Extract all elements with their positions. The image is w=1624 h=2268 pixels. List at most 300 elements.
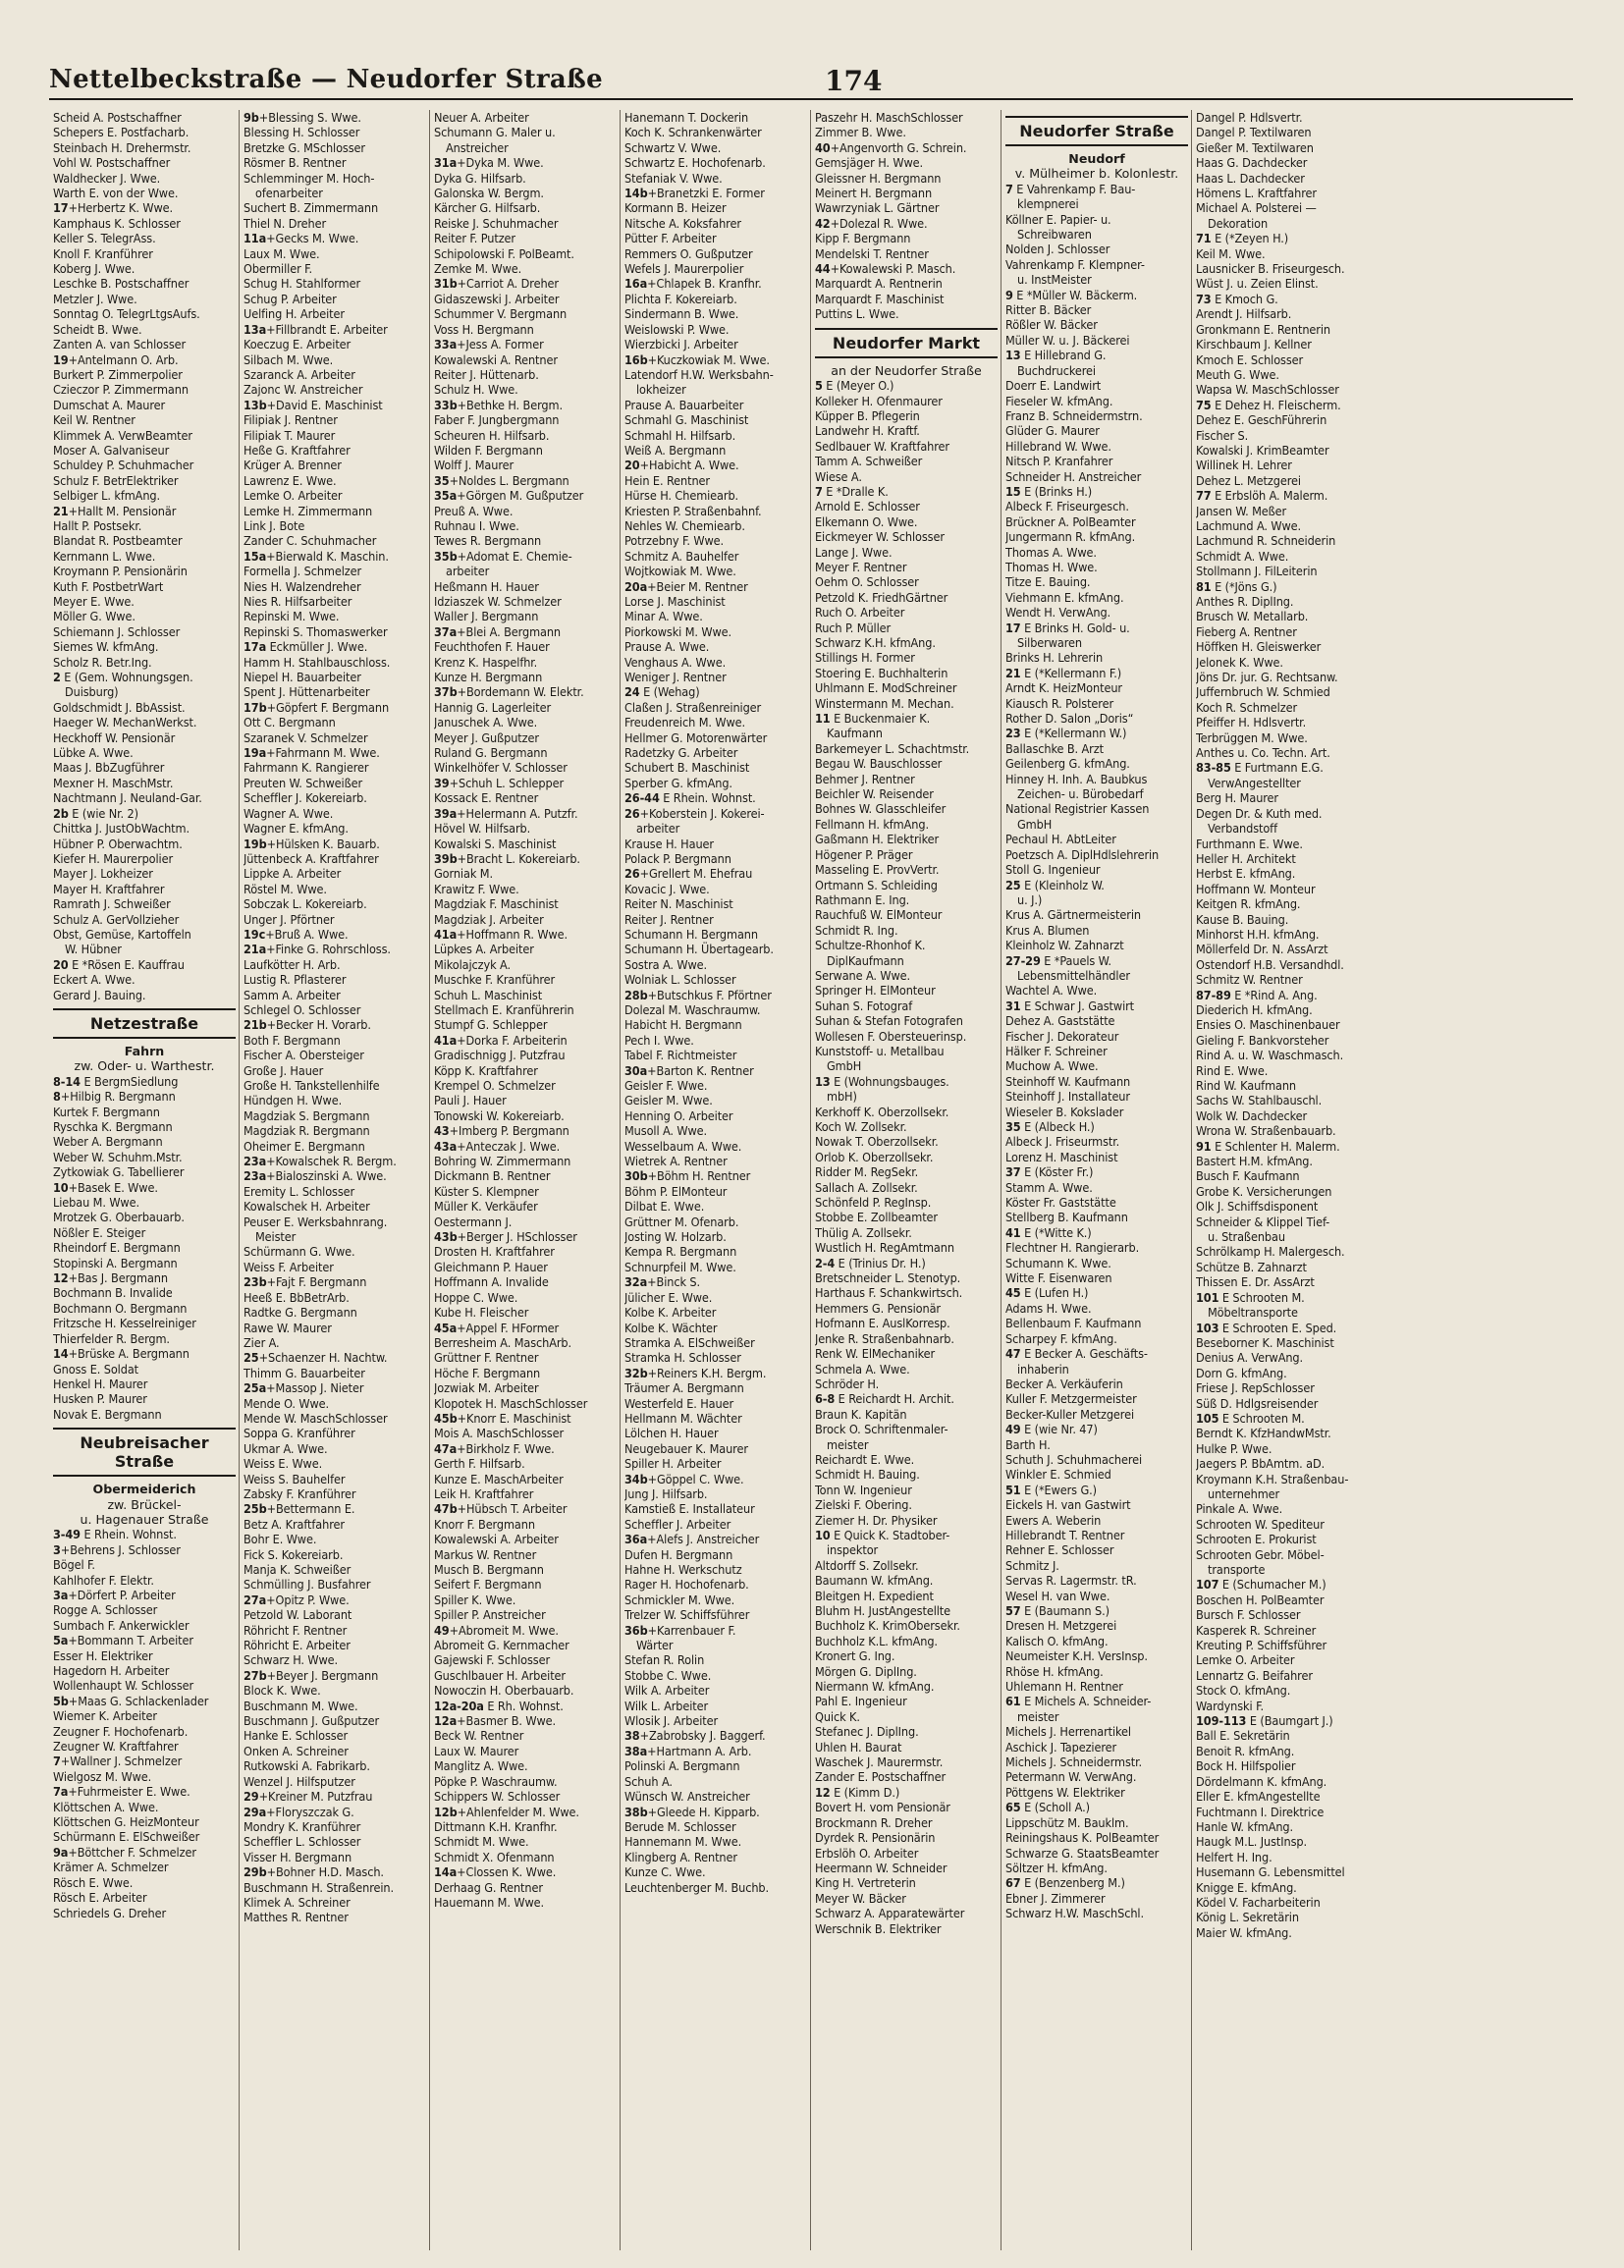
directory-entry	[53, 670, 236, 684]
entry-text: Wapsa W. MaschSchlosser	[1196, 382, 1339, 398]
directory-entry: 37a+Blei A. Bergmann	[434, 623, 562, 639]
directory-entry	[1196, 306, 1380, 321]
directory-entry: 14b+Branetzki E. Former	[624, 186, 765, 201]
entry-text: Floryszczak G.	[275, 1804, 354, 1819]
directory-entry	[815, 756, 998, 771]
directory-entry	[1196, 1244, 1380, 1259]
directory-entry	[1005, 1664, 1188, 1679]
entry-text: Mende O. Wwe.	[244, 1395, 330, 1411]
directory-entry: 5b+Maas G. Schlackenlader	[53, 1693, 209, 1708]
entry-text: Arndt K. HeizMonteur	[1005, 680, 1122, 696]
directory-entry	[1196, 549, 1380, 564]
entry-text: Klöttschen A. Wwe.	[53, 1799, 159, 1814]
directory-entry	[624, 1426, 807, 1440]
directory-entry: 7a+Fuhrmeister E. Wwe.	[53, 1784, 190, 1800]
directory-entry	[244, 896, 426, 911]
directory-entry	[434, 458, 617, 472]
entry-text: Lachmund A. Wwe.	[1196, 517, 1302, 533]
entry-text: Lausnicker B. Friseurgesch.	[1196, 261, 1345, 277]
directory-entry	[434, 1426, 617, 1440]
entry-text: Hälker F. Schreiner	[1005, 1043, 1108, 1058]
house-number: 34b	[624, 1471, 648, 1486]
entry-text: Maier W. kfmAng.	[1196, 1924, 1292, 1940]
entry-text: Preuß A. Wwe.	[434, 503, 514, 518]
directory-entry: 32a+Binck S.	[624, 1274, 701, 1290]
directory-entry	[1196, 1350, 1380, 1365]
entry-text: Basmer B. Wwe.	[465, 1713, 557, 1729]
entry-text: Nößler E. Steiger	[53, 1224, 146, 1240]
directory-entry	[1005, 1377, 1188, 1391]
directory-entry	[434, 957, 617, 972]
directory-entry	[434, 700, 617, 715]
house-number: 37b	[434, 684, 458, 700]
directory-entry	[815, 953, 998, 968]
entry-text: Link J. Bote	[244, 517, 305, 533]
entry-text: E *Dralle K.	[826, 483, 889, 499]
entry-text: Lippke A. Arbeiter	[244, 866, 342, 882]
directory-entry	[1196, 1017, 1380, 1032]
entry-text: Hülsken K. Bauarb.	[275, 836, 380, 851]
house-number: 23a	[244, 1168, 267, 1184]
directory-entry	[434, 412, 617, 427]
entry-text: Moser A. Galvaniseur	[53, 442, 170, 458]
house-number: 27b	[244, 1667, 267, 1683]
directory-entry	[53, 1618, 236, 1633]
directory-entry	[1005, 560, 1188, 574]
entry-text: meister	[1017, 1708, 1059, 1724]
entry-text: E Schwar J. Gastwirt	[1024, 998, 1135, 1013]
entry-text: Waller J. Bergmann	[434, 609, 539, 624]
entry-text: Sedlbauer W. Kraftfahrer	[815, 438, 949, 454]
directory-entry	[624, 155, 807, 170]
entry-text: Schmülling J. Busfahrer	[244, 1577, 371, 1593]
directory-entry	[1005, 1573, 1188, 1588]
directory-entry	[1005, 1528, 1188, 1542]
directory-entry	[815, 110, 998, 125]
directory-entry	[815, 454, 998, 468]
directory-entry	[624, 851, 807, 866]
house-number: 7	[53, 1754, 61, 1769]
entry-text: Schumann K. Wwe.	[1005, 1255, 1111, 1270]
directory-entry	[1196, 1728, 1380, 1743]
directory-entry	[1005, 212, 1188, 227]
directory-entry	[815, 186, 998, 200]
entry-text: Repinski M. Wwe.	[244, 609, 340, 624]
directory-entry: 16a+Chlapek B. Kranfhr.	[624, 276, 762, 292]
directory-entry	[624, 1758, 807, 1773]
entry-text: Wieseler B. Kokslader	[1005, 1104, 1124, 1119]
directory-entry	[244, 594, 426, 609]
entry-text: Niepel H. Bauarbeiter	[244, 670, 361, 685]
directory-entry	[624, 504, 807, 518]
directory-entry	[624, 1093, 807, 1107]
directory-entry	[434, 1274, 617, 1289]
directory-entry	[624, 1229, 807, 1244]
directory-entry	[1196, 655, 1380, 670]
entry-text: Aschick J. Tapezierer	[1005, 1739, 1117, 1755]
directory-entry	[624, 594, 807, 609]
entry-text: Schmahl G. Maschinist	[624, 412, 749, 428]
directory-entry	[1196, 609, 1380, 623]
house-number: 3	[53, 1541, 61, 1557]
entry-text: Hillebrand W. Wwe.	[1005, 438, 1111, 454]
directory-entry: 38b+Gleede H. Kipparb.	[624, 1804, 760, 1819]
directory-entry	[53, 367, 236, 382]
entry-text: Hübsch T. Arbeiter	[465, 1501, 568, 1517]
entry-text: Husemann G. Lebensmittel	[1196, 1864, 1345, 1880]
directory-entry	[815, 1119, 998, 1134]
directory-entry	[1005, 196, 1188, 211]
directory-entry: 23b+Fajt F. Bergmann	[244, 1274, 367, 1290]
directory-entry	[244, 1002, 426, 1017]
directory-entry	[624, 700, 807, 715]
entry-text: Suhan & Stefan Fotografen	[815, 1013, 963, 1029]
directory-entry	[434, 1048, 617, 1062]
entry-text: Finke G. Rohrschloss.	[275, 942, 391, 957]
entry-text: Hillebrandt T. Rentner	[1005, 1527, 1125, 1542]
entry-text: Esser H. Elektriker	[53, 1647, 153, 1663]
directory-entry	[624, 1244, 807, 1259]
directory-entry: 13b+David E. Maschinist	[244, 397, 383, 412]
directory-entry	[53, 1875, 236, 1890]
directory-entry	[624, 790, 807, 805]
house-number: 27-29	[1005, 952, 1041, 968]
directory-entry	[815, 1029, 998, 1044]
entry-text: Albeck F. Friseurgesch.	[1005, 499, 1129, 514]
directory-entry	[1196, 806, 1380, 821]
entry-text: Uhlen H. Baurat	[815, 1739, 902, 1755]
entry-text: Kärcher G. Hilfsarb.	[434, 200, 541, 216]
directory-entry	[434, 140, 617, 155]
directory-entry	[1196, 1805, 1380, 1819]
entry-text: Kolleker H. Ofenmaurer	[815, 393, 943, 408]
entry-text: Geisler M. Wwe.	[624, 1093, 713, 1108]
entry-text: Kreiner M. Putzfrau	[267, 1789, 373, 1805]
entry-text: Bretzke G. MSchlosser	[244, 139, 365, 155]
entry-text: E (Kleinholz W.	[1024, 877, 1105, 892]
entry-text: Schuldey P. Schuhmacher	[53, 458, 194, 473]
entry-text: Schulz A. GerVollzieher	[53, 911, 180, 927]
entry-text: Schummer V. Bergmann	[434, 306, 568, 322]
directory-entry	[624, 1441, 807, 1456]
directory-entry	[1005, 1256, 1188, 1270]
directory-entry	[53, 412, 236, 427]
directory-entry	[53, 851, 236, 866]
entry-text: Berg H. Maurer	[1196, 790, 1278, 806]
directory-entry	[244, 352, 426, 367]
directory-entry	[815, 862, 998, 877]
district-label: Obermeiderich	[92, 1482, 196, 1497]
directory-entry	[1005, 1513, 1188, 1528]
entry-text: Schiemann J. Schlosser	[53, 623, 181, 639]
entry-text: Oehm O. Schlosser	[815, 574, 919, 590]
entry-text: Karrenbauer F.	[656, 1622, 736, 1638]
directory-entry	[815, 1542, 998, 1557]
entry-text: Szaranek V. Schmelzer	[244, 729, 368, 745]
directory-entry	[624, 246, 807, 261]
directory-entry: 19a+Fahrmann M. Wwe.	[244, 745, 380, 761]
entry-text: Blandat R. Postbeamter	[53, 533, 183, 549]
entry-text: Formella J. Schmelzer	[244, 564, 362, 579]
directory-entry: 31b+Carriot A. Dreher	[434, 276, 559, 292]
directory-entry	[434, 1078, 617, 1093]
page-number: 174	[825, 65, 883, 97]
entry-text: arbeiter	[446, 564, 490, 579]
directory-entry	[624, 624, 807, 639]
entry-text: Wesselbaum A. Wwe.	[624, 1138, 742, 1154]
entry-text: Kerkhoff K. Oberzollsekr.	[815, 1104, 949, 1119]
entry-text: Thissen E. Dr. AssArzt	[1196, 1274, 1315, 1290]
entry-text: E *Pauels W.	[1044, 952, 1111, 968]
entry-text: Lebensmittelhändler	[1017, 967, 1130, 983]
entry-text: Wagner E. kfmAng.	[244, 821, 349, 837]
directory-entry	[624, 715, 807, 729]
house-number: 45b	[434, 1410, 458, 1426]
directory-entry	[244, 1260, 426, 1274]
directory-entry	[624, 1184, 807, 1199]
house-number: 31b	[434, 276, 458, 292]
directory-entry	[434, 1063, 617, 1078]
directory-entry	[1196, 488, 1380, 503]
entry-text: Winkler E. Schmied	[1005, 1467, 1111, 1483]
entry-text: Masseling E. ProvVertr.	[815, 862, 940, 878]
house-number: 40	[815, 139, 831, 155]
entry-text: Mikolajczyk A.	[434, 956, 511, 972]
entry-text: Kowalski J. KrimBeamter	[1196, 442, 1329, 458]
entry-text: Kroymann K.H. Straßenbau-	[1196, 1471, 1349, 1486]
directory-entry	[624, 367, 807, 382]
entry-text: Böttcher F. Schmelzer	[77, 1844, 196, 1860]
entry-text: Fieberg A. Rentner	[1196, 623, 1297, 639]
entry-text: Bettermann E.	[275, 1501, 355, 1517]
directory-entry	[1196, 730, 1380, 745]
directory-entry	[1196, 927, 1380, 942]
directory-entry	[624, 1017, 807, 1032]
directory-entry	[815, 1634, 998, 1648]
entry-text: Bögel F.	[53, 1557, 95, 1573]
entry-text: Musch B. Bergmann	[434, 1562, 544, 1577]
directory-entry	[434, 730, 617, 745]
entry-text: Lachmund R. Schneiderin	[1196, 533, 1336, 549]
directory-entry	[434, 367, 617, 382]
entry-text: Blei A. Bergmann	[465, 623, 562, 639]
directory-entry	[815, 1210, 998, 1224]
entry-text: Lüpkes A. Arbeiter	[434, 942, 534, 957]
entry-text: Träumer A. Bergmann	[624, 1380, 744, 1396]
directory-entry	[815, 696, 998, 711]
entry-text: Appel F. HFormer	[465, 1320, 560, 1335]
entry-text: Scheid A. Postschaffner	[53, 110, 182, 125]
directory-entry	[1196, 186, 1380, 200]
directory-entry	[244, 1547, 426, 1562]
entry-text: Kernmann L. Wwe.	[53, 548, 156, 564]
directory-entry	[815, 200, 998, 215]
entry-text: Onken A. Schreiner	[244, 1743, 349, 1758]
directory-entry	[53, 125, 236, 139]
directory-entry	[1196, 1229, 1380, 1244]
directory-entry	[244, 1456, 426, 1471]
entry-text: Nolden J. Schlosser	[1005, 242, 1110, 257]
entry-text: Gorniak M.	[434, 866, 493, 882]
directory-entry	[53, 473, 236, 488]
entry-text: Haas G. Dachdecker	[1196, 155, 1308, 171]
directory-entry	[815, 1331, 998, 1346]
entry-text: Heermann W. Schneider	[815, 1860, 947, 1875]
entry-text: Zajonc W. Anstreicher	[244, 382, 363, 398]
directory-entry	[1005, 1105, 1188, 1119]
entry-text: Schmidt H. Bauing.	[815, 1467, 920, 1483]
entry-text: Fahrmann M. Wwe.	[275, 745, 380, 761]
directory-entry	[244, 428, 426, 443]
entry-text: Adomat E. Chemie-	[465, 548, 572, 564]
entry-text: Stellmach E. Kranführerin	[434, 1001, 574, 1017]
house-number: 32b	[624, 1365, 648, 1380]
entry-text: Köpp K. Kraftfahrer	[434, 1062, 538, 1078]
directory-entry	[434, 1607, 617, 1622]
entry-text: Kuth F. PostbetrWart	[53, 578, 164, 594]
entry-text: Terbrüggen M. Wwe.	[1196, 729, 1308, 745]
entry-text: Berresheim A. MaschArb.	[434, 1334, 572, 1350]
entry-text: Imberg P. Bergmann	[458, 1123, 569, 1139]
directory-entry	[53, 957, 236, 972]
directory-entry	[1196, 428, 1380, 443]
running-head: Nettelbeckstraße — Neudorfer Straße	[49, 65, 603, 94]
entry-text: Klöttschen G. HeizMonteur	[53, 1814, 199, 1830]
directory-entry	[624, 639, 807, 654]
directory-entry	[624, 760, 807, 775]
house-number: 11	[815, 711, 831, 727]
entry-text: Köster Fr. Gaststätte	[1005, 1195, 1116, 1211]
directory-entry	[815, 246, 998, 261]
entry-text: Ziemer H. Dr. Physiker	[815, 1512, 938, 1528]
house-number: 28b	[624, 987, 648, 1002]
directory-entry	[1196, 942, 1380, 956]
directory-entry	[815, 605, 998, 620]
directory-entry	[815, 1256, 998, 1270]
entry-text: Zemke M. Wwe.	[434, 261, 522, 277]
directory-entry	[244, 1366, 426, 1380]
entry-text: VerwAngestellter	[1208, 775, 1301, 790]
house-number: 19a	[244, 745, 267, 761]
entry-text: Heller H. Architekt	[1196, 850, 1296, 866]
directory-entry	[244, 790, 426, 805]
entry-text: Quick K.	[815, 1708, 860, 1724]
directory-entry	[1196, 382, 1380, 397]
entry-text: Sindermann B. Wwe.	[624, 306, 739, 322]
entry-text: Stefaniak V. Wwe.	[624, 170, 723, 186]
directory-entry	[1196, 1864, 1380, 1879]
entry-text: Faber F. Jungbergmann	[434, 412, 560, 428]
directory-entry	[434, 428, 617, 443]
directory-entry	[815, 1437, 998, 1452]
house-number: 21b	[244, 1017, 267, 1033]
directory-entry	[815, 155, 998, 170]
directory-entry	[624, 337, 807, 351]
entry-text: Thierfelder R. Bergm.	[53, 1330, 170, 1346]
entry-text: Bierwald K. Maschin.	[275, 548, 389, 564]
directory-entry	[434, 216, 617, 231]
entry-text: Hinney H. Inh. A. Baubkus	[1005, 771, 1148, 786]
entry-text: Hannemann M. Wwe.	[624, 1834, 742, 1850]
directory-entry	[1196, 398, 1380, 412]
entry-text: Galonska W. Bergm.	[434, 186, 544, 201]
directory-entry	[244, 171, 426, 186]
entry-text: Stefanec J. DiplIng.	[815, 1724, 919, 1740]
entry-text: Marquardt A. Rentnerin	[815, 276, 943, 292]
entry-text: Wagner A. Wwe.	[244, 805, 334, 821]
directory-entry	[1196, 1744, 1380, 1758]
entry-text: Hemmers G. Pensionär	[815, 1300, 941, 1316]
house-number: 26	[624, 805, 640, 821]
directory-entry	[1005, 621, 1188, 635]
entry-text: DiplKaufmann	[827, 952, 904, 968]
entry-text: Köllner E. Papier- u.	[1005, 211, 1111, 227]
street-heading: Neudorfer Markt	[815, 328, 998, 358]
entry-text: Feuchthofen F. Hauer	[434, 639, 550, 655]
directory-entry	[624, 776, 807, 790]
directory-entry	[624, 1078, 807, 1093]
entry-text: Petermann W. VerwAng.	[1005, 1769, 1137, 1785]
entry-text: Nies H. Walzendreher	[244, 578, 361, 594]
house-number: 29a	[244, 1804, 267, 1819]
entry-text: Elkemann O. Wwe.	[815, 513, 918, 529]
entry-text: Antelmann O. Arb.	[77, 351, 179, 367]
directory-entry	[53, 337, 236, 351]
directory-entry	[1196, 988, 1380, 1002]
house-number: 21a	[244, 942, 267, 957]
house-number: 47	[1005, 1346, 1021, 1362]
directory-entry	[434, 1850, 617, 1864]
directory-entry	[624, 428, 807, 443]
entry-text: Schönfeld P. RegInsp.	[815, 1195, 932, 1211]
directory-entry	[244, 412, 426, 427]
entry-text: Kleinholz W. Zahnarzt	[1005, 938, 1124, 953]
entry-text: Lennartz G. Beifahrer	[1196, 1667, 1313, 1683]
entry-text: Dilbat E. Wwe.	[624, 1199, 705, 1215]
entry-text: E Rhein. Wohnst.	[83, 1527, 177, 1542]
directory-entry	[53, 866, 236, 881]
entry-text: Meyer J. Gußputzer	[434, 729, 539, 745]
entry-text: E Rhein. Wohnst.	[663, 790, 756, 806]
house-number: 49	[434, 1622, 450, 1638]
directory-entry: 33b+Bethke H. Bergm.	[434, 397, 563, 412]
entry-text: Westerfeld E. Hauer	[624, 1395, 734, 1411]
entry-text: Eremity L. Schlosser	[244, 1183, 355, 1199]
directory-entry	[624, 1002, 807, 1017]
entry-text: Brusch W. Metallarb.	[1196, 609, 1309, 624]
directory-entry	[815, 1195, 998, 1210]
directory-entry	[244, 1229, 426, 1244]
directory-entry	[1005, 529, 1188, 544]
directory-entry	[244, 1819, 426, 1834]
entry-text: Schumann G. Maler u.	[434, 125, 556, 140]
entry-text: Schröder H.	[815, 1376, 880, 1391]
entry-text: E (*Kellermann W.)	[1024, 726, 1127, 741]
directory-entry	[53, 1256, 236, 1270]
directory-entry	[1005, 1467, 1188, 1482]
entry-text: Behrens J. Schlosser	[70, 1541, 181, 1557]
entry-text: Wärter	[636, 1638, 674, 1653]
directory-entry	[53, 988, 236, 1002]
entry-text: Kube H. Fleischer	[434, 1305, 529, 1321]
entry-text: Anstreicher	[446, 139, 509, 155]
directory-entry	[1005, 1634, 1188, 1648]
directory-entry	[434, 533, 617, 548]
entry-text: Behmer J. Rentner	[815, 771, 915, 786]
house-number: 8-14	[53, 1073, 81, 1089]
entry-text: Benoit R. kfmAng.	[1196, 1743, 1295, 1758]
directory-entry	[1005, 1180, 1188, 1195]
